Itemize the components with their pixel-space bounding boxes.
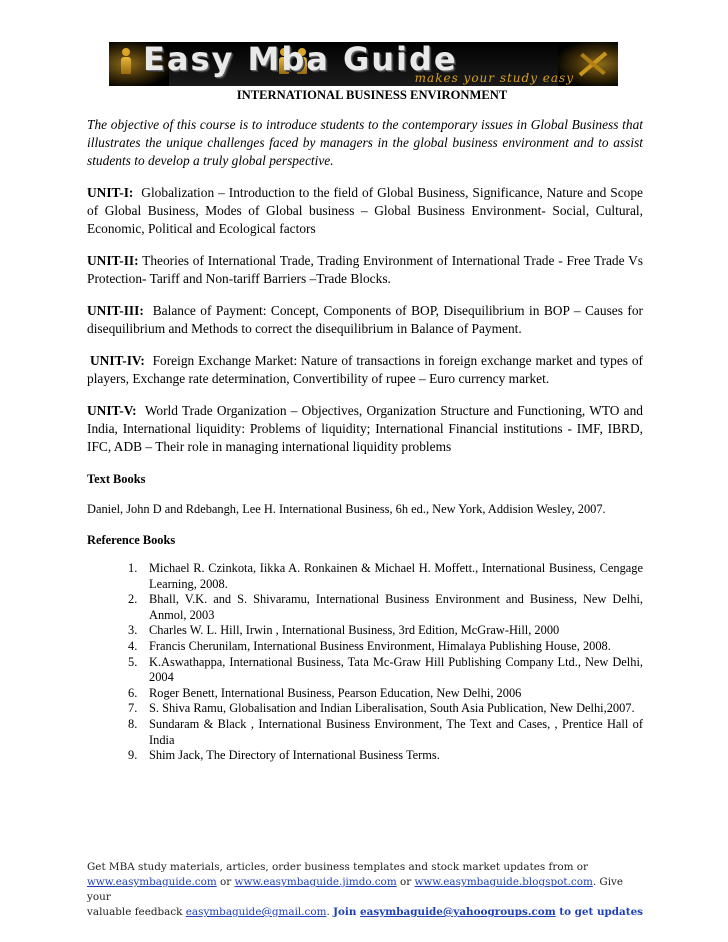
list-item: [128, 592, 643, 623]
unit-text: Foreign Exchange Market: Nature of transactions in foreign exchange market and types of players, Exchange rate determination, Convertibility of rupee – Euro currency market.: [87, 353, 643, 386]
list-number: 7.: [128, 701, 138, 716]
list-item: [128, 638, 643, 655]
unit-label: UNIT-III:: [87, 303, 144, 318]
list-item: [128, 701, 643, 717]
list-text: Francis Cherunilam, International Business Environment, Himalaya Publishing House, 2008.: [149, 638, 611, 653]
footer-updates-text: to get updates: [555, 906, 644, 918]
unit-5: [87, 402, 643, 456]
reference-books-heading: Reference Books: [87, 533, 176, 547]
feedback-email-link[interactable]: easymbaguide@gmail.com: [185, 906, 327, 918]
list-item: [128, 685, 643, 702]
footer-text: .: [326, 906, 334, 918]
list-item: [128, 716, 643, 748]
list-item: [128, 561, 643, 592]
unit-text: Globalization – Introduction to the field of Global Business, Significance, Nature and Scope of Global Business, Modes of Global business – Global Business Environment- Social, Cultural, Economic, Political and Ecological factors: [87, 185, 643, 236]
logo-tagline: makes your study easy: [414, 71, 574, 85]
join-text: Join: [333, 906, 361, 918]
footer-line-1: Get MBA study materials, articles, order business templates and stock market updates from or: [87, 861, 589, 873]
list-text: Sundaram & Black , International Business Environment, The Text and Cases, , Prentice Hall of India: [149, 716, 643, 747]
unit-text: Balance of Payment: Concept, Components of BOP, Disequilibrium in BOP – Causes for disequilibrium and Methods to correct the disequilibrium in Balance of Payment.: [87, 303, 643, 336]
list-number: 5.: [128, 654, 138, 669]
footer-line-2: [87, 875, 647, 905]
list-item: [128, 748, 643, 764]
footer: [87, 860, 647, 920]
footer-or: or: [216, 876, 235, 888]
document-body: [87, 86, 643, 764]
unit-2: [87, 252, 643, 288]
unit-label: UNIT-I:: [87, 185, 134, 200]
blogspot-link[interactable]: www.easymbaguide.blogspot.com: [414, 876, 593, 888]
unit-4: [87, 352, 643, 388]
course-objective: The objective of this course is to introduce students to the contemporary issues in Global Business that illustrates the unique challenges faced by managers in the global business environment and to assist students to develop a truly global perspective.: [87, 117, 643, 168]
list-text: Shim Jack, The Directory of International Business Terms.: [149, 748, 440, 763]
list-text: Roger Benett, International Business, Pearson Education, New Delhi, 2006: [149, 685, 522, 700]
unit-text: Theories of International Trade, Trading Environment of International Trade - Free Trade Vs Protection- Tariff and Non-tariff Barriers –Trade Blocks.: [87, 253, 643, 286]
footer-text: valuable feedback: [87, 906, 186, 918]
text-book-entry: Daniel, John D and Rdebangh, Lee H. International Business, 6h ed., New York, Addision Wesley, 2007.: [87, 502, 606, 516]
list-text: K.Aswathappa, International Business, Tata Mc-Graw Hill Publishing Company Ltd., New Delhi, 2004: [149, 654, 643, 685]
list-text: Bhall, V.K. and S. Shivaramu, International Business Environment and Business, New Delhi, Anmol, 2003: [149, 592, 643, 622]
list-number: 6.: [128, 685, 138, 700]
logo-text: Easy Mba Guide: [143, 42, 458, 78]
list-number: 9.: [128, 748, 138, 763]
reference-list: [87, 561, 643, 764]
text-books-heading: Text Books: [87, 472, 146, 486]
page-title: INTERNATIONAL BUSINESS ENVIRONMENT: [236, 88, 508, 102]
website-link[interactable]: www.easymbaguide.com: [87, 876, 217, 888]
list-text: S. Shiva Ramu, Globalisation and Indian Liberalisation, South Asia Publication, New Delhi,2007.: [149, 701, 635, 716]
list-item: [128, 654, 643, 686]
person-icon: [119, 48, 133, 74]
yahoo-group-link[interactable]: easymbaguide@yahoogroups.com: [360, 906, 556, 918]
list-number: 8.: [128, 716, 138, 731]
unit-label: UNIT-II:: [87, 253, 139, 268]
unit-3: [87, 302, 643, 338]
list-item: [128, 623, 643, 639]
list-number: 1.: [128, 561, 138, 575]
footer-line-3: [87, 905, 647, 920]
unit-label: UNIT-V:: [87, 403, 137, 418]
footer-text: . Give your: [87, 876, 624, 903]
list-number: 3.: [128, 623, 138, 638]
list-number: 2.: [128, 592, 138, 607]
unit-label: UNIT-IV:: [90, 353, 145, 368]
list-number: 4.: [128, 638, 138, 653]
unit-text: World Trade Organization – Objectives, Organization Structure and Functioning, WTO and India, International liquidity: Problems of liquidity; International Financial institutions - IMF, IBRD, IFC, ADB – Their role in managing international liquidity problems: [87, 403, 643, 454]
footer-or: or: [396, 876, 415, 888]
list-text: Michael R. Czinkota, Iikka A. Ronkainen & Michael H. Moffett., International Business, Cengage Learning, 2008.: [149, 561, 643, 591]
unit-1: [87, 184, 643, 238]
jimdo-link[interactable]: www.easymbaguide.jimdo.com: [234, 876, 397, 888]
logo-banner: [109, 42, 618, 86]
list-text: Charles W. L. Hill, Irwin , International Business, 3rd Edition, McGraw-Hill, 2000: [149, 623, 560, 638]
